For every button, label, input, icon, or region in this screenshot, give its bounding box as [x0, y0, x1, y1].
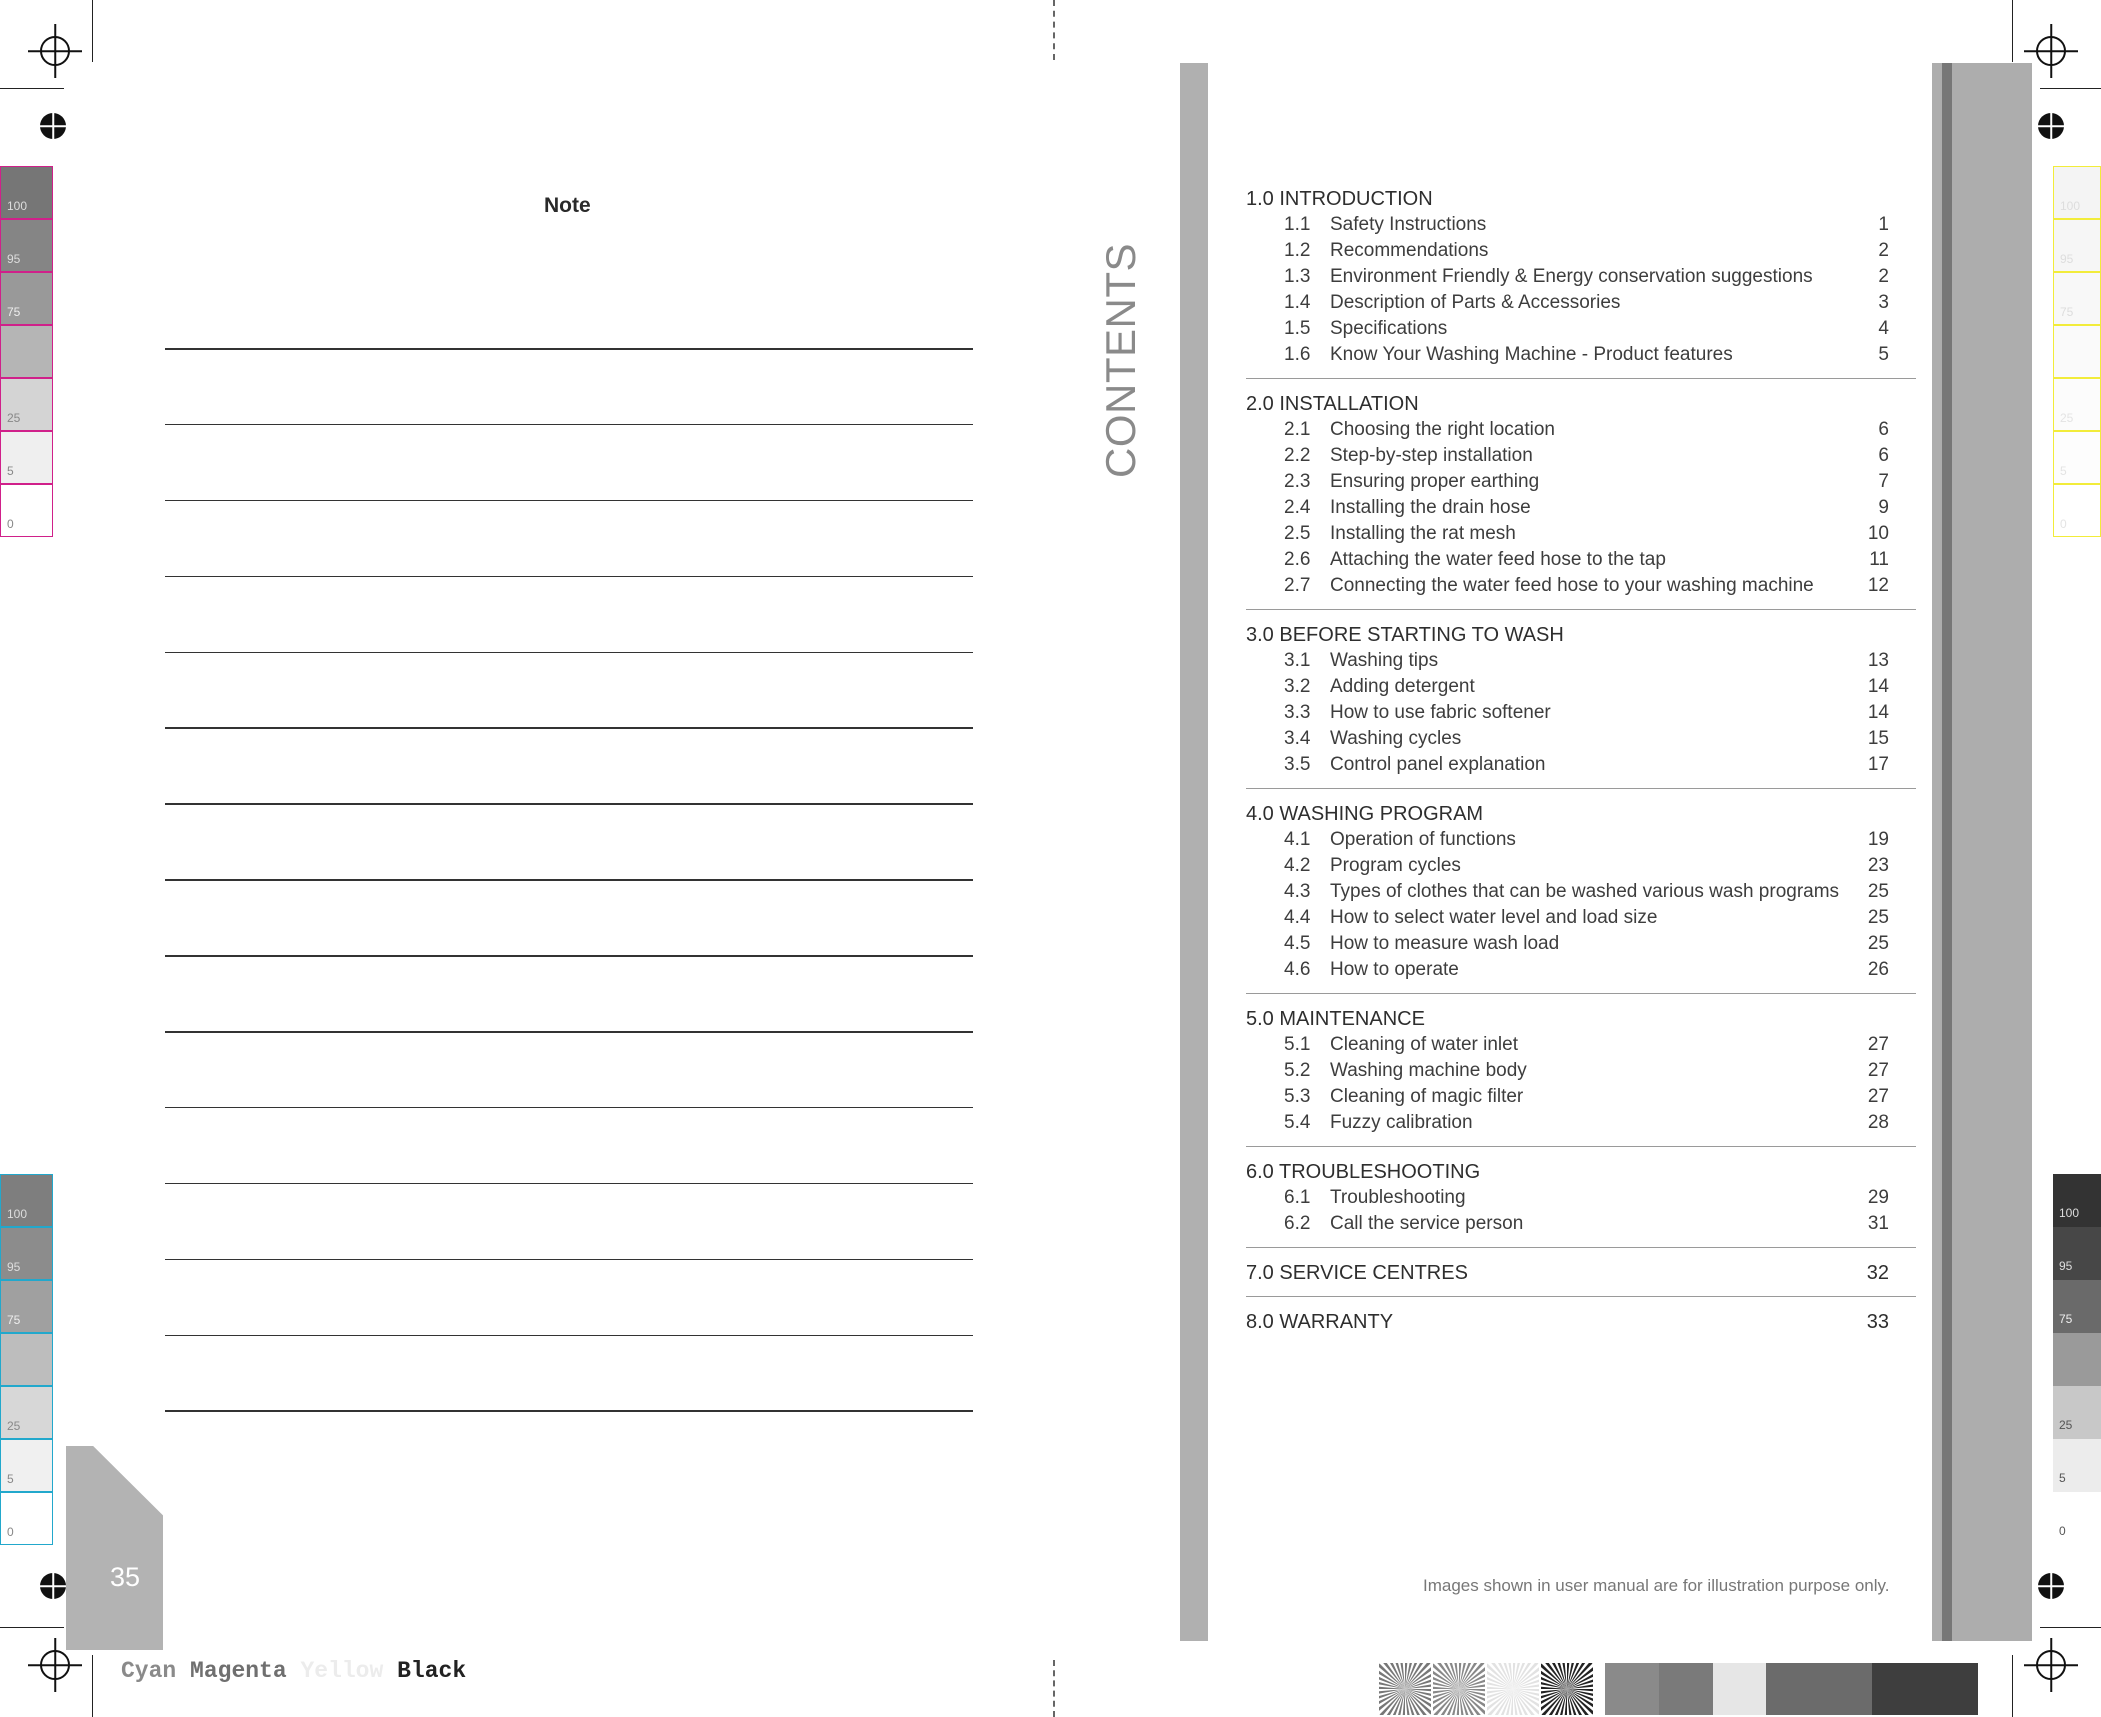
toc-entry-label: Safety Instructions — [1330, 214, 1487, 235]
registration-dot-icon — [40, 113, 66, 139]
toc-section-page: 32 — [1866, 1262, 1889, 1284]
toc-entry[interactable] — [1246, 1058, 1916, 1084]
note-line — [165, 727, 973, 729]
toc-section — [1246, 622, 1916, 789]
toc-section-heading[interactable] — [1246, 1309, 1916, 1335]
cmyk-legend — [121, 1658, 466, 1684]
toc-entry-page: 17 — [1867, 754, 1889, 775]
toc-entry[interactable] — [1246, 316, 1916, 342]
toc-entry[interactable] — [1246, 238, 1916, 264]
toc-entry-page: 13 — [1867, 650, 1889, 671]
registration-mark-icon — [40, 1650, 70, 1680]
toc-entry-page: 2 — [1878, 266, 1889, 287]
note-line — [165, 500, 973, 502]
toc-entry-label: Know Your Washing Machine - Product features — [1330, 344, 1733, 365]
toc-entry-label: Operation of functions — [1330, 829, 1516, 850]
toc-entry-page: 3 — [1878, 292, 1889, 313]
toc-entry-label: Description of Parts & Accessories — [1330, 292, 1621, 313]
toc-entry[interactable] — [1246, 443, 1916, 469]
toc-entry-number: 1.2 — [1284, 240, 1311, 261]
toc-entry[interactable] — [1246, 1032, 1916, 1058]
toc-entry-label: Installing the rat mesh — [1330, 523, 1516, 544]
toc-entry-label: Installing the drain hose — [1330, 497, 1531, 518]
toc-entry[interactable] — [1246, 495, 1916, 521]
toc-section — [1246, 1309, 1916, 1345]
table-of-contents — [1246, 186, 1916, 1357]
toc-entry[interactable] — [1246, 1110, 1916, 1136]
toc-entry[interactable] — [1246, 752, 1916, 778]
toc-section-title: 8.0 WARRANTY — [1246, 1311, 1394, 1333]
toc-entry-label: How to operate — [1330, 959, 1459, 980]
toc-entry[interactable] — [1246, 521, 1916, 547]
toc-entry[interactable] — [1246, 212, 1916, 238]
toc-entry-page: 31 — [1867, 1213, 1889, 1234]
note-line — [165, 424, 973, 426]
starburst-icon — [1541, 1663, 1593, 1715]
toc-entry-page: 4 — [1878, 318, 1889, 339]
toc-entry-label: Attaching the water feed hose to the tap — [1330, 549, 1666, 570]
toc-entry-label: Control panel explanation — [1330, 754, 1546, 775]
toc-entry-label: Fuzzy calibration — [1330, 1112, 1473, 1133]
toc-entry-page: 27 — [1867, 1034, 1889, 1055]
toc-entry-page: 1 — [1878, 214, 1889, 235]
toc-entry-number: 2.4 — [1284, 497, 1311, 518]
toc-entry-label: Recommendations — [1330, 240, 1489, 261]
color-patch — [1766, 1663, 1872, 1715]
toc-entry[interactable] — [1246, 1084, 1916, 1110]
page-number: 35 — [110, 1562, 141, 1592]
toc-entry-label: Cleaning of water inlet — [1330, 1034, 1518, 1055]
toc-entry-label: Environment Friendly & Energy conservation suggestions — [1330, 266, 1813, 287]
toc-entry-number: 3.5 — [1284, 754, 1311, 775]
toc-entry-label: How to measure wash load — [1330, 933, 1560, 954]
note-line — [165, 1410, 973, 1412]
toc-entry-number: 4.1 — [1284, 829, 1311, 850]
toc-section-heading[interactable] — [1246, 391, 1916, 417]
toc-section — [1246, 801, 1916, 994]
toc-entry-page: 29 — [1867, 1187, 1889, 1208]
toc-entry-page: 10 — [1867, 523, 1889, 544]
toc-section — [1246, 1159, 1916, 1248]
note-line — [165, 348, 973, 350]
toc-entry-label: Cleaning of magic filter — [1330, 1086, 1524, 1107]
toc-entry[interactable] — [1246, 573, 1916, 599]
toc-entry-page: 25 — [1867, 881, 1889, 902]
toc-entry-label: Troubleshooting — [1330, 1187, 1466, 1208]
toc-entry-label: Adding detergent — [1330, 676, 1475, 697]
toc-entry-page: 25 — [1867, 933, 1889, 954]
toc-entry-number: 5.4 — [1284, 1112, 1311, 1133]
toc-entry-page: 23 — [1867, 855, 1889, 876]
toc-entry-page: 7 — [1878, 471, 1889, 492]
toc-entry-page: 2 — [1878, 240, 1889, 261]
note-line — [165, 652, 973, 654]
toc-entry-label: Washing tips — [1330, 650, 1439, 671]
toc-entry-label: Call the service person — [1330, 1213, 1524, 1234]
toc-entry-label: Washing machine body — [1330, 1060, 1527, 1081]
toc-entry-page: 12 — [1867, 575, 1889, 596]
toc-entry[interactable] — [1246, 1185, 1916, 1211]
color-patch — [1713, 1663, 1766, 1715]
toc-entry[interactable] — [1246, 264, 1916, 290]
toc-section — [1246, 1006, 1916, 1147]
toc-entry-number: 2.1 — [1284, 419, 1311, 440]
toc-section — [1246, 391, 1916, 610]
toc-section-heading[interactable] — [1246, 622, 1916, 648]
cmyk-black: Black — [397, 1658, 467, 1684]
toc-entry[interactable] — [1246, 931, 1916, 957]
page-tab — [66, 1446, 163, 1650]
note-lines — [165, 348, 973, 1486]
toc-entry-page: 28 — [1867, 1112, 1889, 1133]
toc-section-page: 33 — [1866, 1311, 1889, 1333]
toc-section-title: 3.0 BEFORE STARTING TO WASH — [1246, 624, 1564, 646]
toc-entry-page: 14 — [1867, 676, 1889, 697]
toc-entry-page: 25 — [1867, 907, 1889, 928]
toc-entry-label: How to use fabric softener — [1330, 702, 1551, 723]
toc-entry[interactable] — [1246, 1211, 1916, 1237]
cmyk-magenta: Magenta — [190, 1658, 287, 1684]
toc-entry-number: 1.5 — [1284, 318, 1311, 339]
toc-entry-label: Ensuring proper earthing — [1330, 471, 1540, 492]
toc-entry-number: 5.1 — [1284, 1034, 1311, 1055]
toc-section-heading[interactable] — [1246, 1006, 1916, 1032]
toc-entry[interactable] — [1246, 547, 1916, 573]
registration-mark-icon — [2036, 1650, 2066, 1680]
registration-mark-icon — [2036, 36, 2066, 66]
toc-entry-number: 6.1 — [1284, 1187, 1311, 1208]
note-line — [165, 1335, 973, 1337]
toc-entry-number: 2.3 — [1284, 471, 1311, 492]
toc-section-title: 5.0 MAINTENANCE — [1246, 1008, 1425, 1030]
toc-entry[interactable] — [1246, 290, 1916, 316]
toc-section-title: 1.0 INTRODUCTION — [1246, 188, 1433, 210]
note-line — [165, 803, 973, 805]
toc-entry-label: Specifications — [1330, 318, 1448, 339]
toc-entry-number: 4.6 — [1284, 959, 1311, 980]
color-patch — [1872, 1663, 1978, 1715]
toc-entry-page: 9 — [1878, 497, 1889, 518]
toc-entry-label: Washing cycles — [1330, 728, 1462, 749]
cmyk-yellow: Yellow — [300, 1658, 384, 1684]
toc-entry[interactable] — [1246, 827, 1916, 853]
toc-entry-page: 26 — [1867, 959, 1889, 980]
note-line — [165, 576, 973, 578]
note-line — [165, 879, 973, 881]
toc-entry[interactable] — [1246, 674, 1916, 700]
toc-entry[interactable] — [1246, 726, 1916, 752]
toc-entry-number: 6.2 — [1284, 1213, 1311, 1234]
toc-section-heading[interactable] — [1246, 1260, 1916, 1286]
toc-entry-number: 4.5 — [1284, 933, 1311, 954]
registration-dot-icon — [2038, 113, 2064, 139]
toc-entry-page: 19 — [1867, 829, 1889, 850]
toc-entry[interactable] — [1246, 700, 1916, 726]
toc-section-title: 7.0 SERVICE CENTRES — [1246, 1262, 1468, 1284]
toc-entry-number: 2.7 — [1284, 575, 1311, 596]
toc-entry-number: 1.1 — [1284, 214, 1311, 235]
toc-entry[interactable] — [1246, 905, 1916, 931]
toc-entry-number: 3.4 — [1284, 728, 1311, 749]
registration-dot-icon — [40, 1573, 66, 1599]
right-edge-bar-stripe — [1942, 63, 1952, 1641]
toc-entry-number: 1.4 — [1284, 292, 1311, 313]
note-title: Note — [544, 194, 591, 217]
toc-entry-number: 4.2 — [1284, 855, 1311, 876]
toc-entry-number: 2.6 — [1284, 549, 1311, 570]
note-line — [165, 1107, 973, 1109]
toc-entry-page: 27 — [1867, 1060, 1889, 1081]
toc-section-heading[interactable] — [1246, 186, 1916, 212]
toc-entry-number: 1.3 — [1284, 266, 1311, 287]
toc-section-heading[interactable] — [1246, 1159, 1916, 1185]
magenta-swatch-strip: 100 95 75 25 5 0 — [0, 166, 53, 537]
toc-entry[interactable] — [1246, 648, 1916, 674]
toc-entry[interactable] — [1246, 957, 1916, 983]
toc-entry-label: Program cycles — [1330, 855, 1461, 876]
toc-entry-page: 14 — [1867, 702, 1889, 723]
toc-entry-label: Connecting the water feed hose to your washing machine — [1330, 575, 1814, 596]
toc-entry[interactable] — [1246, 879, 1916, 905]
color-patch — [1659, 1663, 1713, 1715]
toc-entry[interactable] — [1246, 469, 1916, 495]
registration-dot-icon — [2038, 1573, 2064, 1599]
toc-entry-page: 6 — [1878, 445, 1889, 466]
toc-entry-number: 1.6 — [1284, 344, 1311, 365]
toc-section-title: 6.0 TROUBLESHOOTING — [1246, 1161, 1481, 1183]
cmyk-cyan: Cyan — [121, 1658, 177, 1684]
toc-entry-number: 2.5 — [1284, 523, 1311, 544]
toc-entry-label: Choosing the right location — [1330, 419, 1555, 440]
toc-entry-number: 3.3 — [1284, 702, 1311, 723]
toc-entry[interactable] — [1246, 342, 1916, 368]
cyan-swatch-strip: 100 95 75 25 5 0 — [0, 1174, 53, 1545]
note-line — [165, 1031, 973, 1033]
toc-entry-page: 6 — [1878, 419, 1889, 440]
toc-section — [1246, 1260, 1916, 1297]
note-line — [165, 1259, 973, 1261]
toc-entry-label: How to select water level and load size — [1330, 907, 1658, 928]
note-line — [165, 955, 973, 957]
toc-section-title: 4.0 WASHING PROGRAM — [1246, 803, 1484, 825]
toc-entry-number: 4.4 — [1284, 907, 1311, 928]
note-line — [165, 1183, 973, 1185]
color-patch — [1605, 1663, 1659, 1715]
toc-entry-label: Types of clothes that can be washed various wash programs — [1330, 881, 1840, 902]
toc-entry-label: Step-by-step installation — [1330, 445, 1533, 466]
contents-vertical-title: CONTENTS — [1097, 243, 1144, 478]
yellow-swatch-strip: 100 95 75 25 5 0 — [2053, 166, 2101, 537]
toc-entry-page: 15 — [1867, 728, 1889, 749]
starburst-icon — [1379, 1663, 1431, 1715]
starburst-icon — [1433, 1663, 1485, 1715]
toc-entry-number: 3.1 — [1284, 650, 1311, 671]
registration-mark-icon — [40, 36, 70, 66]
toc-entry-number: 2.2 — [1284, 445, 1311, 466]
toc-section-title: 2.0 INSTALLATION — [1246, 393, 1419, 415]
toc-section-heading[interactable] — [1246, 801, 1916, 827]
toc-entry-number: 5.3 — [1284, 1086, 1311, 1107]
toc-section — [1246, 186, 1916, 379]
toc-entry-number: 3.2 — [1284, 676, 1311, 697]
disclaimer: Images shown in user manual are for illustration purpose only. — [1423, 1576, 1890, 1595]
black-swatch-strip: 100 95 75 25 5 0 — [2053, 1174, 2101, 1545]
starburst-icon — [1487, 1663, 1539, 1715]
toc-entry-page: 11 — [1869, 549, 1889, 570]
toc-entry-page: 5 — [1878, 344, 1889, 365]
toc-entry-page: 27 — [1867, 1086, 1889, 1107]
contents-side-bar — [1180, 63, 1208, 1641]
toc-entry-number: 5.2 — [1284, 1060, 1311, 1081]
toc-entry[interactable] — [1246, 853, 1916, 879]
toc-entry[interactable] — [1246, 417, 1916, 443]
toc-entry-number: 4.3 — [1284, 881, 1311, 902]
